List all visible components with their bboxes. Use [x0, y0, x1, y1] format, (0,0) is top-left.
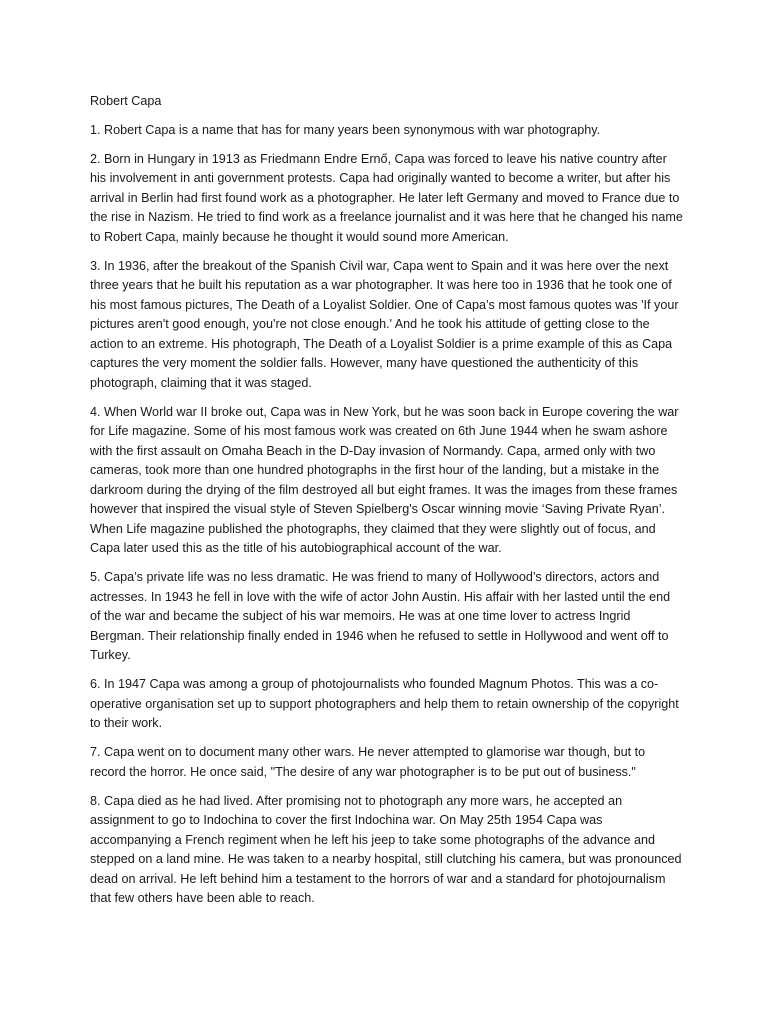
paragraph-8: 8. Capa died as he had lived. After promising not to photograph any more wars, he accepted an assignment to go to Indochina to cover the first Indochina war. On May 25th 1954 Capa was accompanying a French regiment when he left his jeep to take some photographs of the advance and stepped on a land mine. He was taken to a nearby hospital, still clutching his camera, but was pronounced dead on arrival. He left behind him a testament to the horrors of war and a standard for photojournalism that few others have been able to reach. — [90, 793, 682, 905]
paragraph-2: 2. Born in Hungary in 1913 as Friedmann Endre Ernő, Capa was forced to leave his native country after his involvement in anti government protests. Capa had originally wanted to become a writer, but after his arrival in Berlin had first found work as a photographer. He later left Germany and moved to France due to the rise in Nazism. He tried to find work as a freelance journalist and it was here that he changed his name to Robert Capa, mainly because he thought it would sound more American. — [90, 151, 683, 244]
paragraph-4: 4. When World war II broke out, Capa was in New York, but he was soon back in Europe covering the war for Life magazine. Some of his most famous work was created on 6th June 1944 when he swam ashore with the first assault on Omaha Beach in the D-Day invasion of Normandy. Capa, armed only with two cameras, took more than one hundred photographs in the first hour of the landing, but a mistake in the darkroom during the drying of the film destroyed all but eight frames. It was the images from these frames however that inspired the visual style of Steven Spielberg's Oscar winning movie ‘Saving Private Ryan’. When Life magazine published the photographs, they claimed that they were slightly out of focus, and Capa later used this as the title of his autobiographical account of the war. — [90, 404, 679, 555]
paragraph-6: 6. In 1947 Capa was among a group of photojournalists who founded Magnum Photos. This was a co-operative organisation set up to support photographers and help them to retain ownership of the copyright to their work. — [90, 677, 679, 730]
paragraph-1: 1. Robert Capa is a name that has for many years been synonymous with war photography. — [90, 122, 601, 137]
paragraph-3: 3. In 1936, after the breakout of the Spanish Civil war, Capa went to Spain and it was here over the next three years that he built his reputation as a war photographer. It was here too in 1936 that he took one of his most famous pictures, The Death of a Loyalist Soldier. One of Capa’s most famous quotes was 'If your pictures aren't good enough, you're not close enough.' And he took his attitude of getting close to the action to an extreme. His photograph, The Death of a Loyalist Soldier is a prime example of this as Capa captures the very moment the soldier falls. However, many have questioned the authenticity of this photograph, claiming that it was staged. — [90, 258, 679, 390]
document-page — [90, 92, 684, 918]
document-title: Robert Capa — [90, 94, 162, 108]
paragraph-5: 5. Capa’s private life was no less dramatic. He was friend to many of Hollywood’s directors, actors and actresses. In 1943 he fell in love with the wife of actor John Austin. His affair with her lasted until the end of the war and became the subject of his war memoirs. He was at one time lover to actress Ingrid Bergman. Their relationship finally ended in 1946 when he refused to settle in Hollywood and went off to Turkey. — [90, 570, 671, 662]
paragraph-7: 7. Capa went on to document many other wars. He never attempted to glamorise war though, but to record the horror. He once said, "The desire of any war photographer is to be put out of business." — [90, 745, 646, 779]
